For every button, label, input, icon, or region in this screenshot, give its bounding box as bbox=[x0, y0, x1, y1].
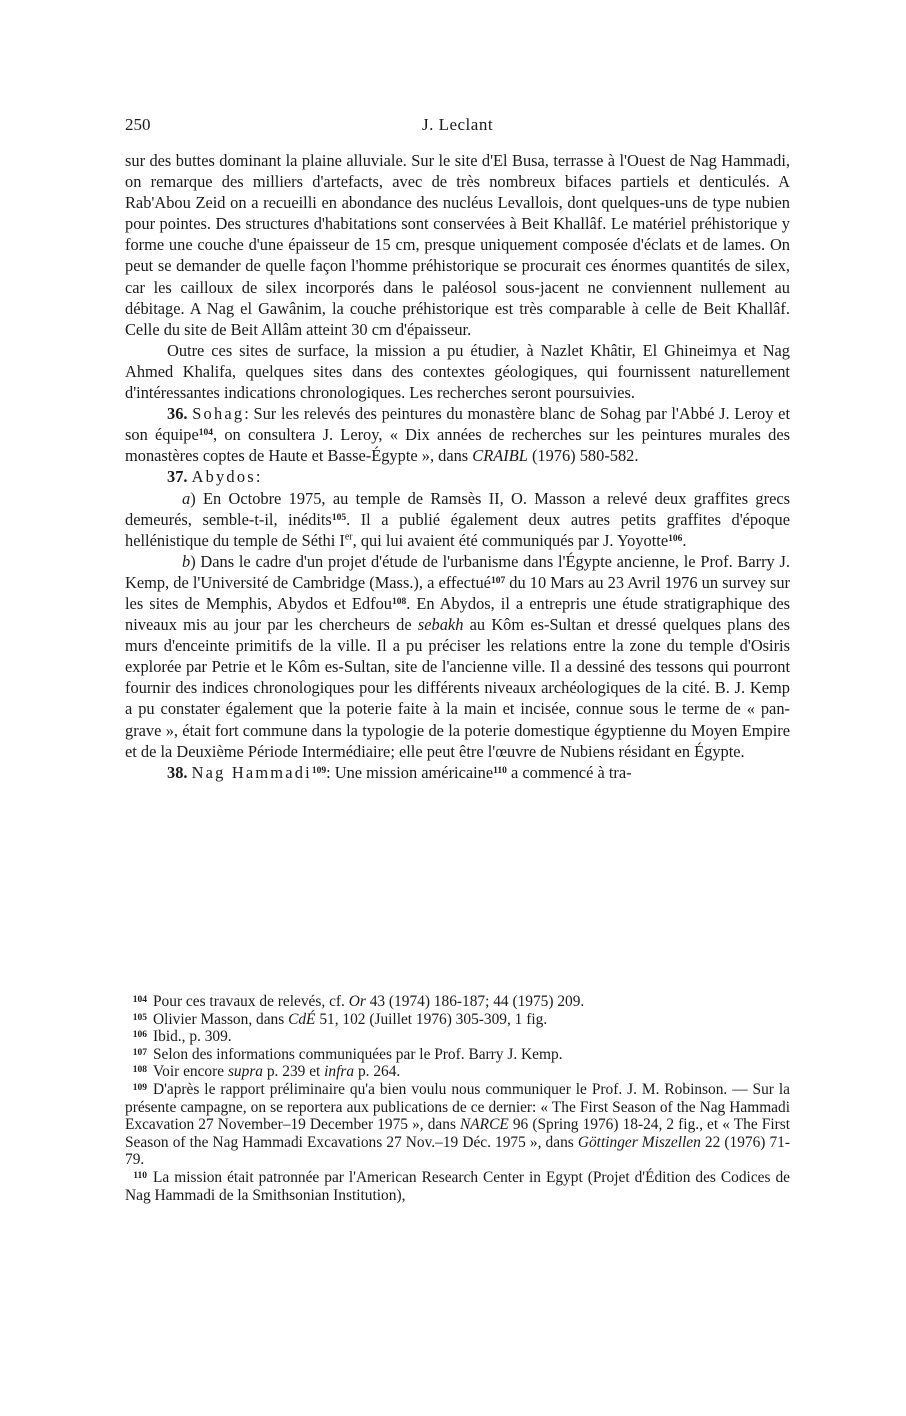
section-number: 38. bbox=[167, 762, 188, 782]
footnote-108: 108 Voir encore supra p. 239 et infra p. 264. bbox=[132, 1063, 401, 1081]
text-fragment: . Il a publié également deux autres petits graffites d'époque hellénistique du temple de Séthi I bbox=[125, 509, 790, 550]
footnote-ref[interactable]: 104 bbox=[198, 428, 213, 439]
paragraph-abydos-b bbox=[125, 551, 790, 762]
italic-term: sebakh bbox=[417, 615, 464, 635]
footnote-text: 43 (1974) 186-187; 44 (1975) 209. bbox=[365, 993, 585, 1010]
footnote-104: 104 Pour ces travaux de relevés, cf. Or 43 (1974) 186-187; 44 (1975) 209. bbox=[132, 993, 585, 1010]
running-head-author: J. Leclant bbox=[421, 115, 494, 134]
footnote-text: Ibid., p. 309. bbox=[153, 1028, 232, 1046]
footnote-ref[interactable]: 110 bbox=[493, 765, 507, 776]
footnote-ref[interactable]: 106 bbox=[668, 533, 683, 544]
text-fragment: , on consultera J. Leroy, « Dix années de recherches sur les peintures murales des monastères coptes de Haute et Basse-Égypte », dans bbox=[125, 425, 790, 466]
journal-title: Göttinger Miszellen bbox=[577, 1133, 701, 1151]
footnote-text: D'après le rapport préliminaire qu'a bien voulu nous communiquer le Prof. J. M. Robinson. — Sur la présente campagne, on se reportera aux publications de ce dernier: « The First Season of the Nag Hammadi Excavation 27 November–19 December 1975 », dans bbox=[125, 1080, 790, 1134]
text-fragment: : Sur les relevés des peintures du monastère blanc de Sohag par l'Abbé J. Leroy et son équipe bbox=[125, 404, 790, 445]
section-number: 36. bbox=[167, 404, 188, 424]
footnote-text: Olivier Masson, dans bbox=[153, 1010, 289, 1028]
italic-term: supra bbox=[227, 1063, 264, 1081]
superscript-er: er bbox=[344, 531, 353, 543]
section-title: Sohag bbox=[192, 404, 245, 424]
footnote-ref[interactable]: 107 bbox=[490, 575, 506, 586]
section-number: 37. bbox=[167, 467, 188, 487]
paragraph-abydos-a bbox=[125, 488, 790, 551]
journal-title: Or bbox=[348, 993, 366, 1010]
italic-term: infra bbox=[324, 1063, 355, 1081]
journal-title: CdÉ bbox=[288, 1010, 316, 1028]
footnote-ref[interactable]: 109 bbox=[311, 765, 327, 776]
section-38-nag-hammadi bbox=[125, 762, 790, 783]
footnote-109: 109 D'après le rapport préliminaire qu'a bien voulu nous communiquer le Prof. J. M. Robinson. — Sur la présente campagne, on se reportera aux publications de ce dernier: « The First Season of the Nag Hammadi Excavation 27 November–19 December 1975 », dans NARCE 96 (Spring 1976) 18-24, 2 fig., et « The First Season of the Nag Hammadi Excavations 27 Nov.–19 Déc. 1975 », dans Göttinger Miszellen 22 (1976) 71-79. bbox=[125, 1080, 791, 1169]
footnote-text: 22 (1976) 71-79. bbox=[125, 1133, 791, 1169]
text-fragment: : bbox=[255, 467, 261, 487]
section-37-abydos bbox=[125, 466, 790, 487]
footnotes bbox=[125, 993, 790, 1204]
footnote-text: 96 (Spring 1976) 18-24, 2 fig., et « The First Season of the Nag Hammadi Excavations 27 Nov.–19 Déc. 1975 », dans bbox=[125, 1116, 790, 1151]
item-label: b bbox=[182, 551, 191, 571]
footnote-ref[interactable]: 108 bbox=[391, 596, 407, 607]
footnote-106: 106 Ibid., p. 309. bbox=[132, 1028, 232, 1046]
section-36-sohag bbox=[125, 403, 790, 466]
footnote-text: Pour ces travaux de relevés, cf. bbox=[153, 993, 349, 1010]
text-fragment: a commencé à tra- bbox=[506, 762, 632, 782]
page-number: 250 bbox=[125, 115, 151, 134]
text-fragment: du 10 Mars au 23 Avril 1976 un survey sur les sites de Memphis, Abydos et Edfou bbox=[125, 572, 790, 613]
text-fragment: : Une mission américaine bbox=[326, 762, 494, 782]
section-title: Nag Hammadi bbox=[191, 762, 312, 782]
text-fragment: , qui lui avaient été communiqués par J. Yoyotte bbox=[352, 530, 669, 550]
text-fragment: . En Abydos, il a entrepris une étude stratigraphique des niveaux mis au jour par les chercheurs de bbox=[125, 593, 790, 635]
text-fragment: ) Dans le cadre d'un projet d'étude de l'urbanisme dans l'Égypte ancienne, le Prof. Barry J. Kemp, de l'Université de Cambridge (Mass.), a effectué bbox=[125, 551, 790, 592]
text-fragment: ) En Octobre 1975, au temple de Ramsès II, O. Masson a relevé deux graffites grecs demeurés, semble-t-il, inédits bbox=[125, 488, 790, 529]
footnote-ref[interactable]: 105 bbox=[331, 512, 347, 523]
page-header bbox=[125, 115, 790, 139]
item-label: a bbox=[182, 488, 191, 508]
text-fragment: (1976) 580-582. bbox=[527, 446, 639, 466]
journal-title: CRAIBL bbox=[472, 446, 528, 466]
text-fragment: au Kôm es-Sultan et dressé quelques plans des murs d'enceinte primitifs de la ville. Il a pu préciser les relations entre la zone du temple d'Osiris explorée par Petrie et le Kôm es-Sultan, site de l'ancienne ville. Il a dessiné des tessons qui pourront fournir des indices chronologiques pour les différents niveaux archéologiques de la cité. B. J. Kemp a pu constater également que la poterie faite à la main et incisée, connue sous le terme de « pan-grave », était fort commune dans la typologie de la poterie domestique égyptienne du Moyen Empire et de la Deuxième Période Intermédiaire; elle peut être l'œuvre de Nubiens résidant en Égypte. bbox=[125, 615, 790, 761]
footnote-text: Voir encore bbox=[153, 1063, 228, 1081]
footnote-text: p. 264. bbox=[354, 1063, 401, 1081]
text-fragment: . bbox=[682, 530, 687, 550]
footnote-110: 110 La mission était patronnée par l'American Research Center in Egypt (Projet d'Édition des Codices de Nag Hammadi de la Smithsonian Institution), bbox=[125, 1168, 790, 1204]
footnote-text: La mission était patronnée par l'American Research Center in Egypt (Projet d'Édition des Codices de Nag Hammadi de la Smithsonian Institution), bbox=[125, 1168, 790, 1204]
paragraph-surface-sites: Outre ces sites de surface, la mission a pu étudier, à Nazlet Khâtir, El Ghineimya et Nag Ahmed Khalifa, quelques sites dans des contextes géologiques, qui fournissent naturellement d'intéressantes indications chronologiques. Les recherches seront poursuivies. bbox=[125, 340, 790, 403]
footnote-text: Selon des informations communiquées par le Prof. Barry J. Kemp. bbox=[153, 1045, 563, 1063]
footnote-text: p. 239 et bbox=[263, 1063, 325, 1081]
main-text bbox=[125, 150, 790, 783]
section-title: Abydos bbox=[191, 467, 256, 487]
footnote-105: 105 Olivier Masson, dans CdÉ 51, 102 (Juillet 1976) 305-309, 1 fig. bbox=[132, 1010, 548, 1028]
footnote-text: 51, 102 (Juillet 1976) 305-309, 1 fig. bbox=[315, 1010, 548, 1028]
paragraph-prehistoric-sites: sur des buttes dominant la plaine alluviale. Sur le site d'El Busa, terrasse à l'Ouest de Nag Hammadi, on remarque des milliers d'artefacts, avec de très nombreux bifaces partiels et denticulés. A Rab'Abou Zeid on a recueilli en abondance des nucléus Levallois, dont quelques-uns de type nubien pour pointes. Des structures d'habitations sont conservées à Beit Khallâf. Le matériel préhistorique y forme une couche d'une épaisseur de 15 cm, presque uniquement composée d'éclats et de lames. On peut se demander de quelle façon l'homme préhistorique se procurait ces énormes quantités de silex, car les cailloux de silex incorporés dans le paléosol sous-jacent ne conviennent nullement au débitage. A Nag el Gawânim, la couche préhistorique est très comparable à celle de Beit Khallâf. Celle du site de Beit Allâm atteint 30 cm d'épaisseur. bbox=[125, 151, 790, 339]
journal-title: NARCE bbox=[460, 1116, 509, 1134]
footnote-107: 107 Selon des informations communiquées par le Prof. Barry J. Kemp. bbox=[132, 1045, 563, 1063]
